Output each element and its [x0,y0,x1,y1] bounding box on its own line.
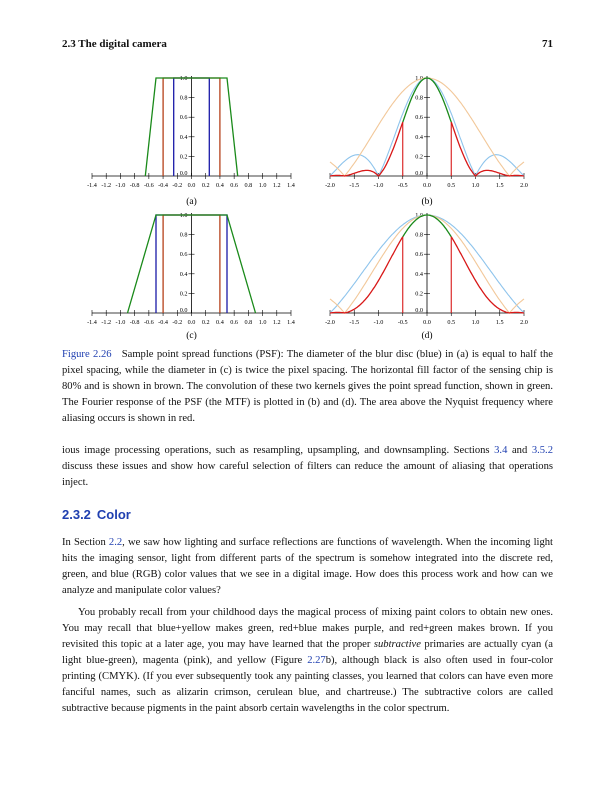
link-figure-2-27[interactable]: 2.27 [307,655,326,666]
y-tick-label: 0.6 [179,251,188,259]
paragraph-paint-colors [62,605,553,717]
x-tick-label: -1.0 [115,182,126,189]
x-tick-label: -1.5 [349,319,360,326]
x-tick-label: 1.0 [471,319,480,326]
link-section-3-5-2[interactable]: 3.5.2 [531,445,553,456]
link-section-2-2[interactable]: 2.2 [108,537,123,548]
plot-panel-d [325,212,528,341]
y-tick-label: 0.6 [179,114,188,122]
x-tick-label: -0.8 [129,319,140,326]
x-tick-label: 1.4 [287,182,295,189]
origin-label: 0.0 [415,307,423,314]
x-tick-label: 0.5 [447,182,456,189]
y-tick-label: 0.4 [415,270,423,278]
x-tick-label: -1.2 [101,319,112,326]
x-tick-label: -0.2 [172,319,183,326]
x-tick-label: 0.4 [216,182,224,189]
x-tick-label: 0.6 [230,319,239,326]
x-tick-label: 1.0 [471,182,480,189]
aliasing-curve-left [330,122,403,176]
x-tick-label: -0.5 [397,182,408,189]
running-header-section: 2.3 The digital camera [62,38,167,50]
x-tick-label: -1.2 [101,182,112,189]
p3-emphasis: subtractive [373,639,421,650]
x-tick-label: -0.2 [172,182,183,189]
x-tick-label: -0.6 [143,182,154,189]
y-tick-label: 0.2 [415,153,423,161]
y-tick-label: 0.4 [415,133,423,141]
x-tick-label: -2.0 [325,319,335,326]
p1-text-2: and [507,445,532,456]
section-heading-color [62,507,131,522]
y-tick-label: 0.8 [415,231,423,239]
y-tick-label: 0.4 [179,133,188,141]
section-title: Color [96,507,131,522]
x-tick-label: -0.8 [129,182,140,189]
p2-text-2: , we saw how lighting and surface reflections are functions of wavelength. When the incoming light hits the imaging sensor, light from different parts of the spectrum is somehow integrated into the discrete red, green, and blue (RGB) color values that we see in a digital image. How does this process work and how can we analyze and manipulate color values? [62,537,553,596]
origin-label: 0.0 [179,170,188,177]
x-tick-label: -2.0 [325,182,335,189]
x-tick-label: -1.0 [373,182,384,189]
x-tick-label: 0.6 [230,182,239,189]
x-tick-label: 0.0 [187,319,196,326]
x-tick-label: 1.0 [258,182,267,189]
x-tick-label: 0.2 [201,182,210,189]
panel-label-a: (a) [186,197,197,207]
x-tick-label: -0.4 [158,319,168,326]
x-tick-label: 0.0 [423,182,431,189]
y-tick-label: 1.0 [179,75,188,82]
paragraph-color-intro [62,535,553,599]
y-tick-label: 0.4 [179,270,188,278]
aliasing-curve-right [451,122,524,176]
page-number: 71 [542,38,553,50]
panel-label-b: (b) [421,197,433,207]
x-tick-label: 2.0 [520,182,528,189]
x-tick-label: -1.4 [87,319,97,326]
panel-label-c: (c) [186,331,197,341]
p3-text-3: b), although black is also often used in four-color printing (CMYK). (If you ever subsequently took any painting classes, you learned that colors can have even more fanciful names, such as alizarin crimson, cerulean blue, and chartreuse.) The subtractive colors are called subtractive because pigments in the paint absorb certain wavelengths in the color spectrum. [62,655,553,714]
x-tick-label: 1.0 [258,319,267,326]
x-tick-label: -1.5 [349,182,360,189]
p1-text-1: ious image processing operations, such as resampling, upsampling, and downsampling. Sections [62,445,495,456]
figure-caption-label: Figure 2.26 [62,349,112,360]
x-tick-label: -1.0 [373,319,384,326]
x-tick-label: -0.4 [158,182,168,189]
origin-label: 0.0 [415,170,423,177]
y-tick-label: 0.2 [415,290,423,298]
x-tick-label: 1.4 [287,319,295,326]
plot-panel-c [87,212,295,341]
p1-text-3: discuss these issues and show how careful selection of filters can reduce the amount of aliasing that operations inject. [62,461,553,488]
figure-2-26 [0,0,614,350]
x-tick-label: 1.5 [495,182,504,189]
y-tick-label: 0.8 [179,94,188,102]
x-tick-label: 0.4 [216,319,224,326]
section-number: 2.3.2 [62,507,91,522]
x-tick-label: 0.0 [187,182,196,189]
y-tick-label: 1.0 [179,212,188,219]
plot-panel-a [87,75,295,207]
y-tick-label: 1.0 [415,212,423,219]
origin-label: 0.0 [179,307,188,314]
p3-text-1: You probably recall from your childhood days the magical process of mixing paint colors to obtain new ones. You may recall that blue+yellow makes green, red+blue makes purple, and red+green makes brown. If you revisited this topic at a later age, you may have learned that the proper [62,607,553,650]
plot-panel-b [325,75,528,207]
paragraph-continued [62,443,553,491]
figure-caption [62,347,553,427]
x-tick-label: -1.0 [115,319,126,326]
x-tick-label: -0.6 [143,319,154,326]
y-tick-label: 0.2 [179,290,188,298]
y-tick-label: 0.6 [415,251,423,259]
x-tick-label: 1.2 [272,182,281,189]
figure-caption-text: Sample point spread functions (PSF): The diameter of the blur disc (blue) in (a) is equal to half the pixel spacing, while the diameter in (c) is twice the pixel spacing. The horizontal fill factor of the sensing chip is 80% and is shown in brown. The convolution of these two kernels gives the point spread function, shown in green. The Fourier response of the PSF (the MTF) is plotted in (b) and (d). The area above the Nyquist frequency where aliasing occurs is shown in red. [62,349,553,424]
x-tick-label: -0.5 [397,319,408,326]
x-tick-label: 2.0 [520,319,528,326]
link-section-3-4[interactable]: 3.4 [494,445,508,456]
p3-text-2: primaries are actually cyan (a light blue-green), magenta (pink), and yellow (Figure [62,639,553,666]
x-tick-label: 0.8 [244,182,253,189]
x-tick-label: -1.4 [87,182,97,189]
y-tick-label: 0.8 [415,94,423,102]
x-tick-label: 0.0 [423,319,431,326]
x-tick-label: 1.2 [272,319,281,326]
y-tick-label: 1.0 [415,75,423,82]
panel-label-d: (d) [421,331,433,341]
x-tick-label: 0.8 [244,319,253,326]
y-tick-label: 0.2 [179,153,188,161]
x-tick-label: 0.5 [447,319,456,326]
x-tick-label: 0.2 [201,319,210,326]
p2-text-1: In Section [62,537,109,548]
y-tick-label: 0.8 [179,231,188,239]
x-tick-label: 1.5 [495,319,504,326]
y-tick-label: 0.6 [415,114,423,122]
